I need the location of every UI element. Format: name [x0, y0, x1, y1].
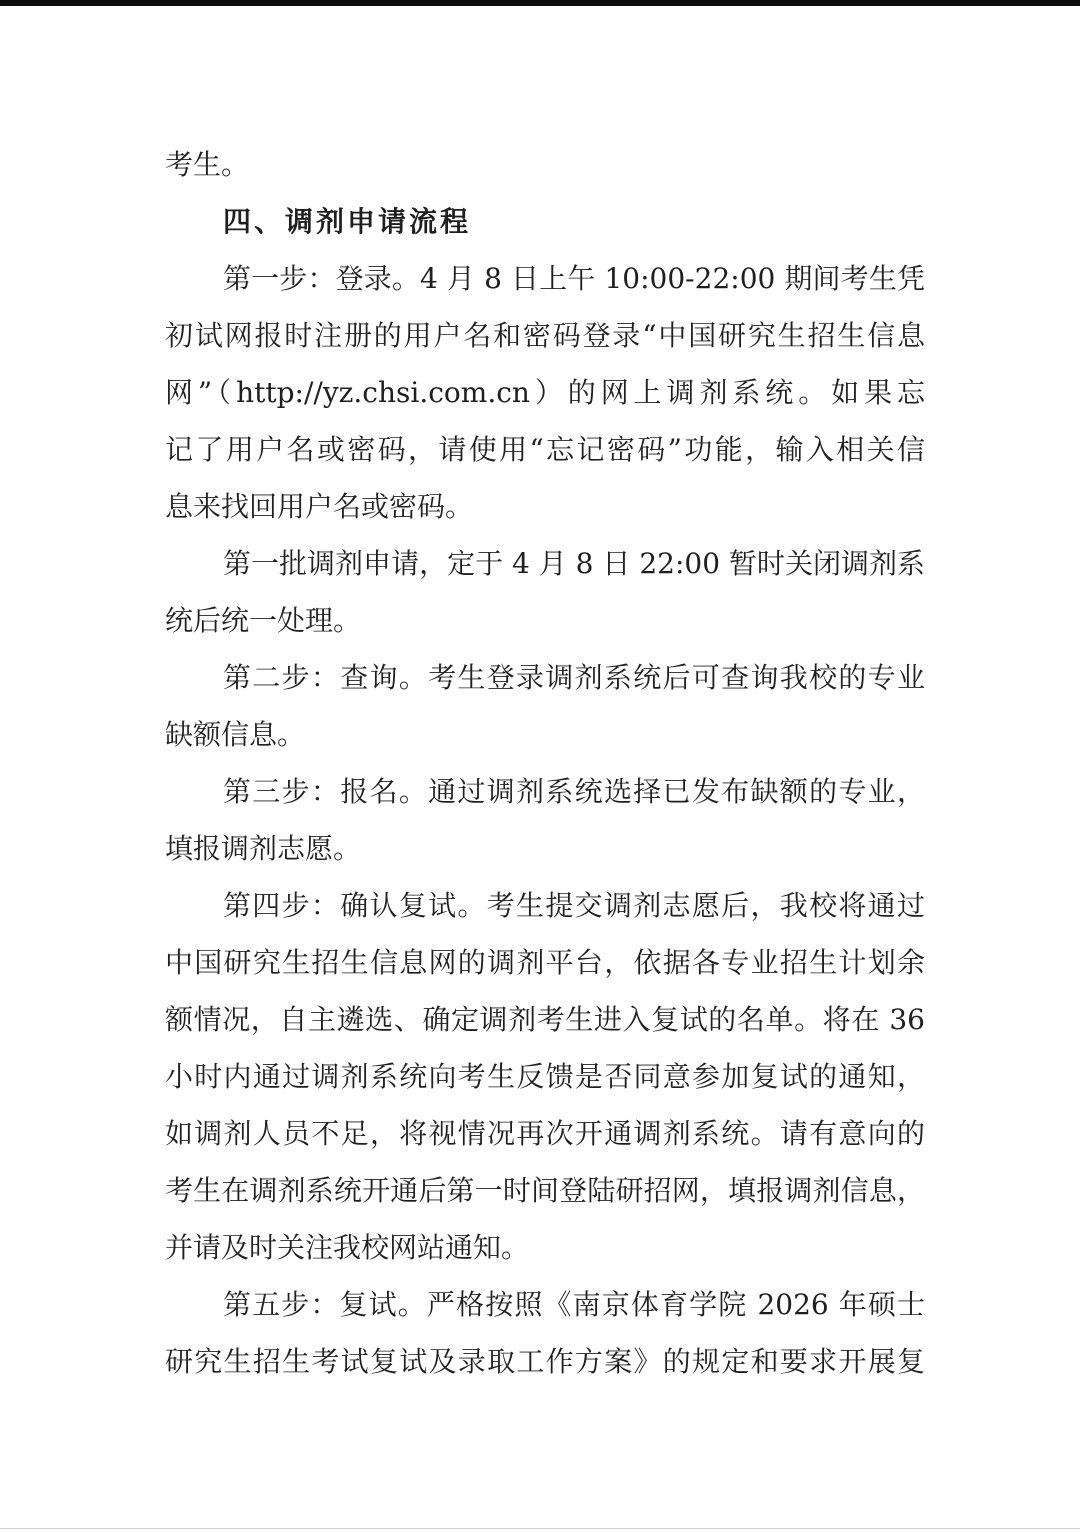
- section-heading: 四、调剂申请流程: [223, 205, 472, 238]
- text-line: 中国研究生招生信息网的调剂平台，依据各专业招生计划余: [165, 946, 925, 979]
- text-line: 小时内通过调剂系统向考生反馈是否同意参加复试的通知，: [165, 1060, 925, 1093]
- text-line: 研究生招生考试复试及录取工作方案》的规定和要求开展复: [165, 1345, 925, 1378]
- text-line: 并请及时关注我校网站通知。: [165, 1231, 530, 1264]
- text-line: 考生。: [165, 148, 250, 181]
- text-line: 网”（http://yz.chsi.com.cn）的网上调剂系统。如果忘: [165, 376, 925, 409]
- text-line: 记了用户名或密码，请使用“忘记密码”功能，输入相关信: [165, 433, 925, 466]
- text-line: 如调剂人员不足，将视情况再次开通调剂系统。请有意向的: [165, 1117, 925, 1150]
- top-edge-bar: [0, 0, 1080, 6]
- text-line: 初试网报时注册的用户名和密码登录“中国研究生招生信息: [165, 319, 925, 352]
- text-line: 统后统一处理。: [165, 604, 362, 637]
- text-line: 第一步：登录。4 月 8 日上午 10:00-22:00 期间考生凭: [223, 262, 925, 295]
- text-line: 第五步：复试。严格按照《南京体育学院 2026 年硕士: [223, 1288, 925, 1321]
- text-line: 第三步：报名。通过调剂系统选择已发布缺额的专业，: [223, 775, 925, 808]
- bottom-divider: [0, 1528, 1080, 1529]
- text-line: 息来找回用户名或密码。: [165, 490, 474, 523]
- text-line: 额情况，自主遴选、确定调剂考生进入复试的名单。将在 36: [165, 1003, 925, 1036]
- text-line: 第四步：确认复试。考生提交调剂志愿后，我校将通过: [223, 889, 925, 922]
- text-line: 缺额信息。: [165, 718, 306, 751]
- text-line: 第一批调剂申请，定于 4 月 8 日 22:00 暂时关闭调剂系: [223, 547, 925, 580]
- text-line: 考生在调剂系统开通后第一时间登陆研招网，填报调剂信息，: [165, 1174, 925, 1207]
- text-line: 填报调剂志愿。: [165, 832, 362, 865]
- text-line: 第二步：查询。考生登录调剂系统后可查询我校的专业: [223, 661, 925, 694]
